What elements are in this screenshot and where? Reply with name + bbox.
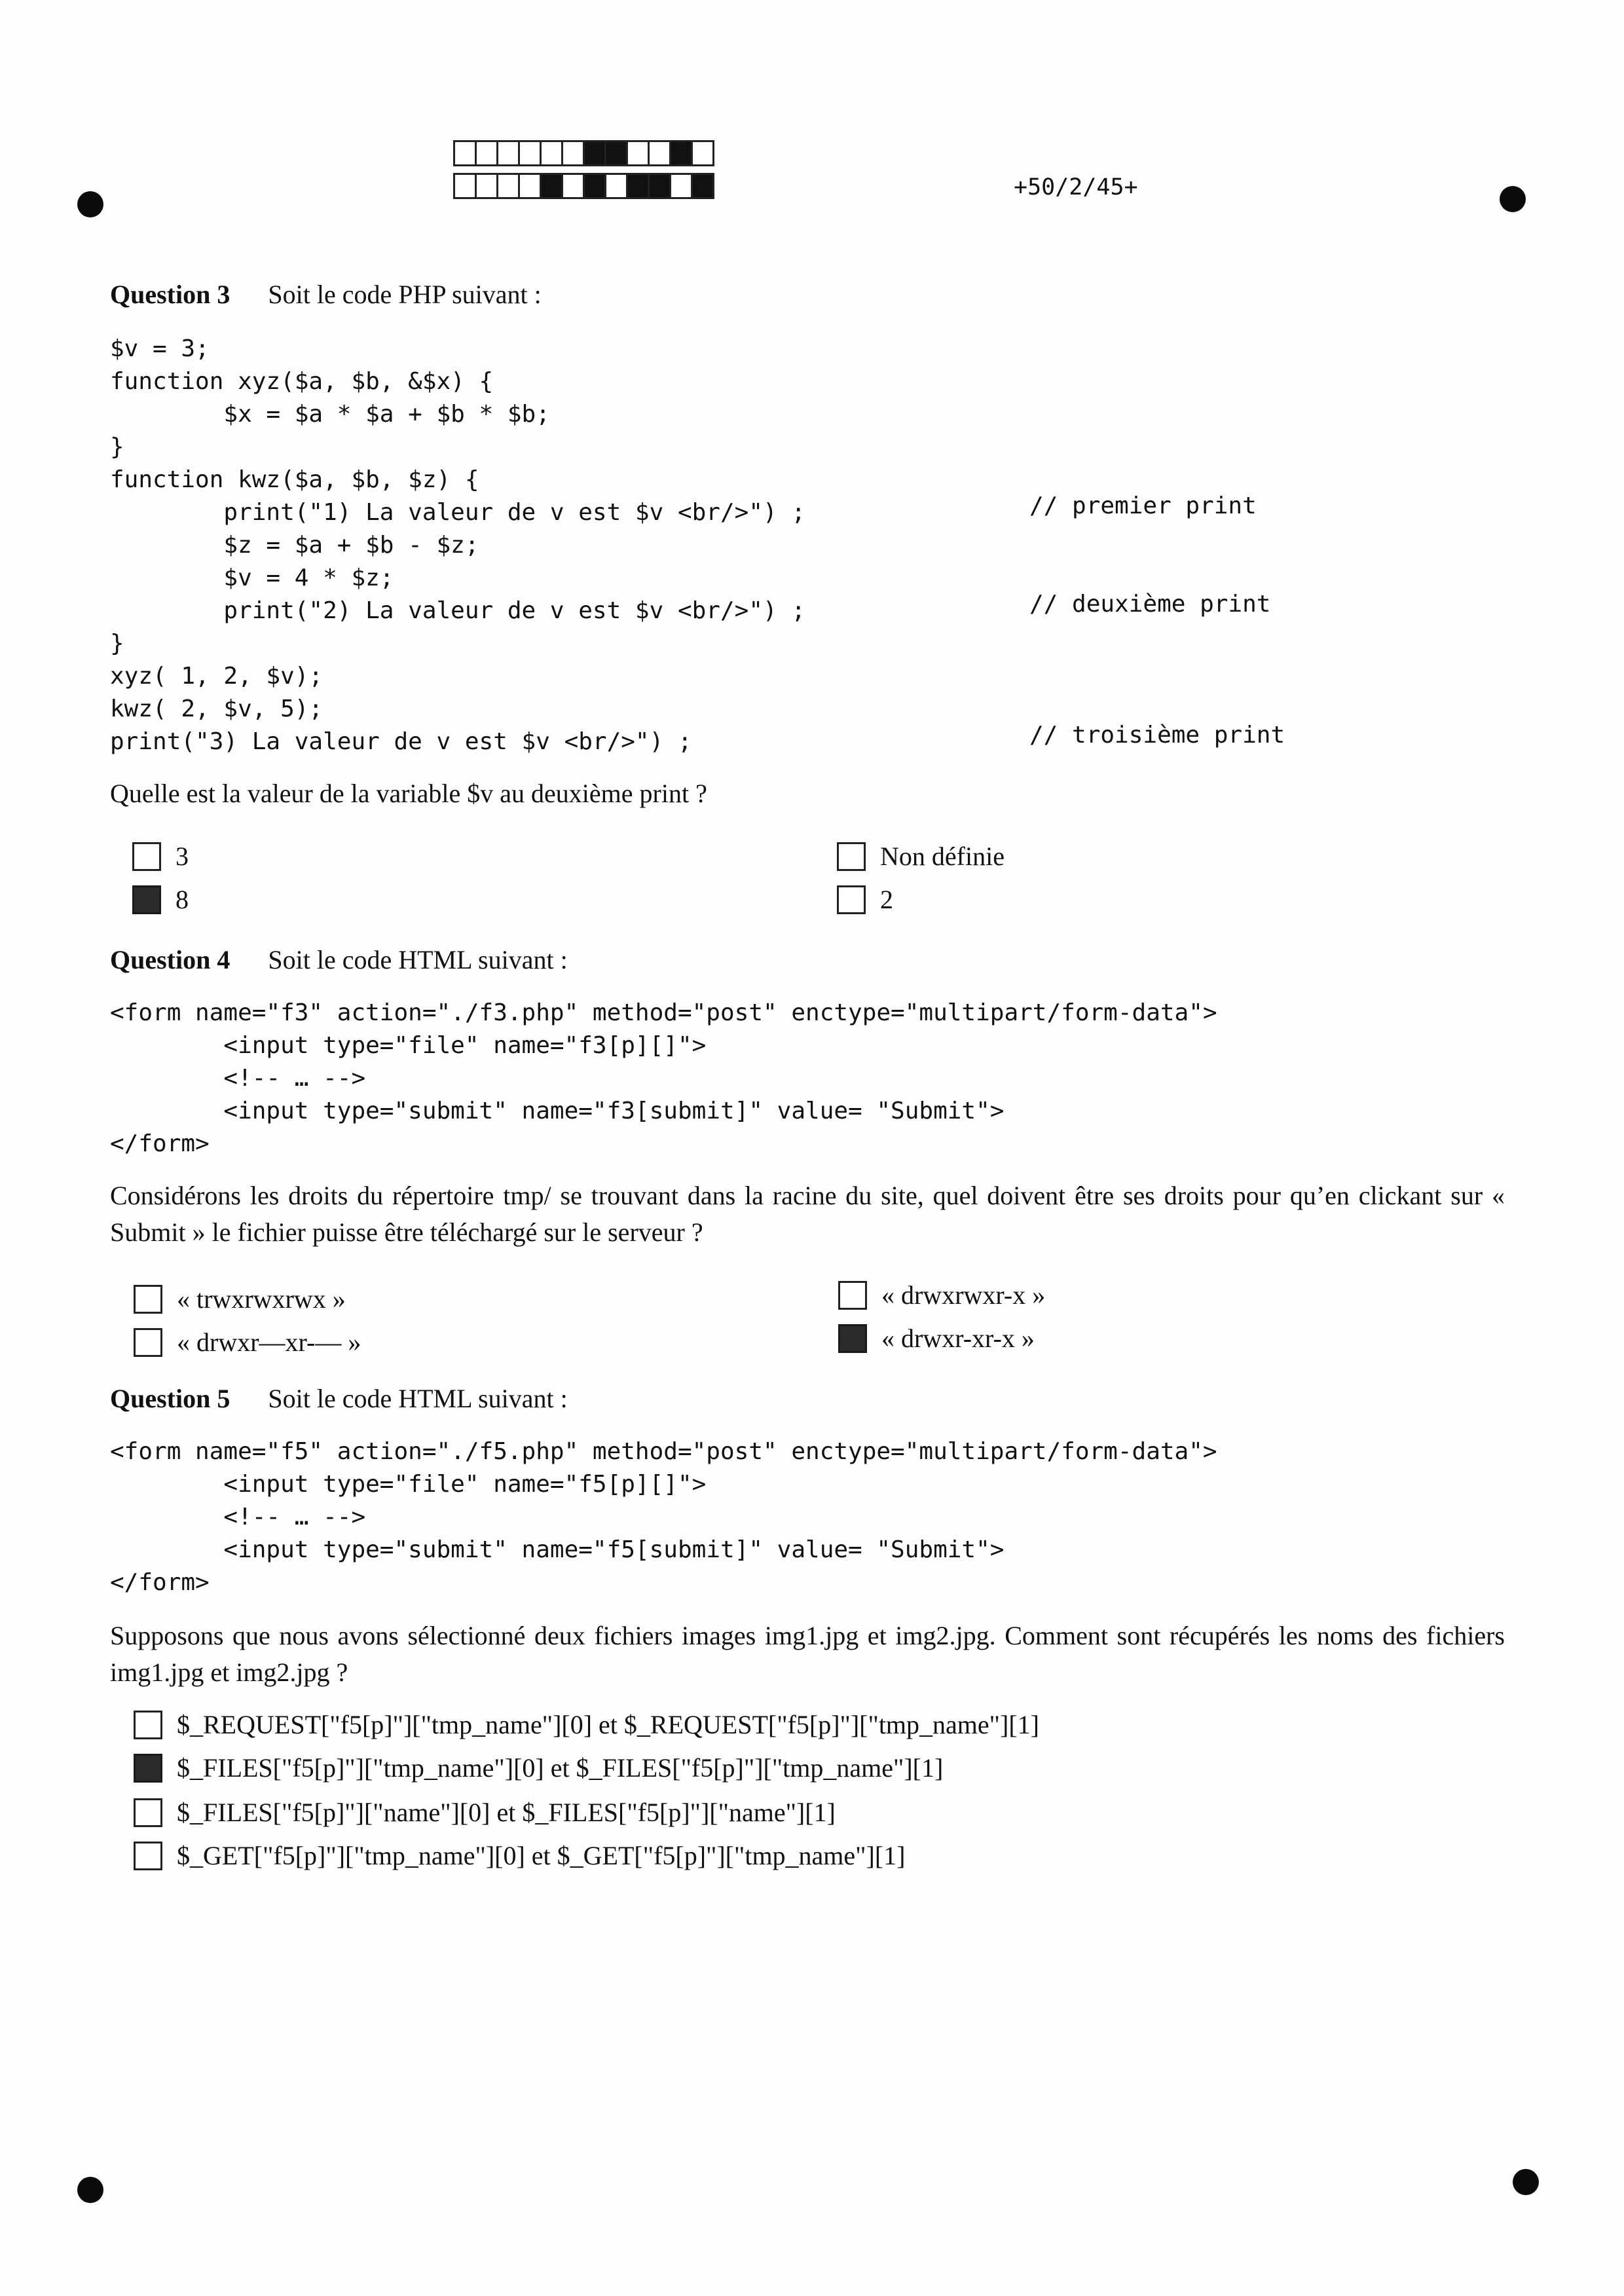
question-5-text: Supposons que nous avons sélectionné deux fichiers images img1.jpg et img2.jpg. Comment sont récupérés les noms des fichiers img1.jpg et img2.jpg ? bbox=[110, 1621, 1505, 1687]
question-5-intro: Soit le code HTML suivant : bbox=[268, 1384, 568, 1413]
barcode-cell bbox=[585, 173, 606, 199]
barcode-cell bbox=[477, 173, 498, 199]
barcode-cell bbox=[650, 173, 671, 199]
checkbox[interactable] bbox=[134, 1285, 162, 1314]
barcode-cell bbox=[542, 140, 563, 166]
q3-option-label: 3 bbox=[175, 842, 189, 871]
q3-option[interactable] bbox=[132, 884, 189, 915]
question-4-intro: Soit le code HTML suivant : bbox=[268, 945, 568, 974]
q5-option-label: $_REQUEST["f5[p]"]["tmp_name"][0] et $_REQUEST["f5[p]"]["tmp_name"][1] bbox=[177, 1710, 1039, 1739]
barcode-cell bbox=[455, 173, 477, 199]
barcode-cell bbox=[563, 173, 585, 199]
question-3-label: Question 3 bbox=[110, 280, 231, 309]
barcode-cell bbox=[498, 173, 520, 199]
q3-option[interactable] bbox=[837, 841, 1005, 872]
checkbox[interactable] bbox=[837, 885, 866, 914]
q4-option[interactable] bbox=[134, 1284, 346, 1314]
barcode-cell bbox=[542, 173, 563, 199]
question-4-html-code: <form name="f3" action="./f3.php" method="post" enctype="multipart/form-data"> <input type="file" name="f3[p][]"> <!-- … --> <input type="submit" name="f3[submit]" value= "Submit"> </form> bbox=[110, 999, 1217, 1157]
barcode-cell bbox=[606, 173, 628, 199]
question-5-heading bbox=[110, 1383, 568, 1414]
barcode-cell bbox=[671, 173, 693, 199]
q4-option[interactable] bbox=[838, 1280, 1045, 1310]
barcode-cell bbox=[563, 140, 585, 166]
barcode-cell bbox=[628, 173, 650, 199]
checkbox[interactable] bbox=[837, 842, 866, 871]
q3-option-label: Non définie bbox=[880, 842, 1005, 871]
q5-option[interactable] bbox=[134, 1797, 836, 1828]
checkbox[interactable] bbox=[838, 1281, 867, 1310]
q4-option-label: « drwxrwxr-x » bbox=[881, 1280, 1046, 1310]
barcode-row-top bbox=[453, 140, 714, 166]
barcode-cell bbox=[628, 140, 650, 166]
checkbox[interactable] bbox=[838, 1324, 867, 1353]
barcode-cell bbox=[455, 140, 477, 166]
question-5-label: Question 5 bbox=[110, 1384, 231, 1413]
barcode-cell bbox=[585, 140, 606, 166]
q4-option-label: « drwxr—xr-— » bbox=[177, 1327, 361, 1357]
barcode-cell bbox=[477, 140, 498, 166]
question-4-label: Question 4 bbox=[110, 945, 231, 974]
barcode-cell bbox=[520, 140, 542, 166]
q4-option-label: « drwxr-xr-x » bbox=[881, 1324, 1035, 1353]
checkbox[interactable] bbox=[132, 842, 161, 871]
q4-option[interactable] bbox=[838, 1323, 1035, 1354]
comment-premier-print: // premier print bbox=[1029, 492, 1257, 519]
registration-mark-top-right bbox=[1500, 186, 1526, 212]
barcode-cell bbox=[671, 140, 693, 166]
barcode-cell bbox=[693, 173, 714, 199]
checkbox[interactable] bbox=[134, 1328, 162, 1357]
registration-mark-bottom-right bbox=[1513, 2169, 1539, 2195]
question-3-text: Quelle est la valeur de la variable $v au deuxième print ? bbox=[110, 779, 707, 808]
q3-option[interactable] bbox=[837, 884, 893, 915]
barcode-cell bbox=[520, 173, 542, 199]
registration-mark-bottom-left bbox=[77, 2177, 103, 2203]
checkbox[interactable] bbox=[134, 1711, 162, 1739]
page-identifier: +50/2/45+ bbox=[1014, 174, 1138, 200]
q3-option-label: 2 bbox=[880, 885, 893, 914]
comment-troisieme-print: // troisième print bbox=[1029, 722, 1285, 749]
checkbox[interactable] bbox=[134, 1842, 162, 1870]
barcode-cell bbox=[650, 140, 671, 166]
q5-option[interactable] bbox=[134, 1840, 905, 1871]
q5-option-label: $_GET["f5[p]"]["tmp_name"][0] et $_GET["f5[p]"]["tmp_name"][1] bbox=[177, 1841, 906, 1870]
comment-deuxieme-print: // deuxième print bbox=[1029, 591, 1271, 618]
question-5-html-code: <form name="f5" action="./f5.php" method="post" enctype="multipart/form-data"> <input type="file" name="f5[p][]"> <!-- … --> <input type="submit" name="f5[submit]" value= "Submit"> </form> bbox=[110, 1438, 1217, 1596]
q5-option[interactable] bbox=[134, 1752, 943, 1783]
barcode-cell bbox=[606, 140, 628, 166]
question-4-text: Considérons les droits du répertoire tmp/ se trouvant dans la racine du site, quel doivent être ses droits pour qu’en clickant sur « Submit » le fichier puisse être téléchargé sur le serveur ? bbox=[110, 1181, 1505, 1247]
q5-option-label: $_FILES["f5[p]"]["tmp_name"][0] et $_FILES["f5[p]"]["tmp_name"][1] bbox=[177, 1753, 944, 1783]
q5-option[interactable] bbox=[134, 1709, 1039, 1740]
registration-mark-top-left bbox=[77, 191, 103, 217]
question-3-php-code: $v = 3; function xyz($a, $b, &$x) { $x = $a * $a + $b * $b; } function kwz($a, $b, $z) { print("1) La valeur de v est $v <br/>") ; $z = $a + $b - $z; $v = 4 * $z; print("2) La valeur de v est $v <br/>") ; } xyz( 1, 2, $v); kwz( 2, $v, 5); print("3) La valeur de v est $v <br/>") ; bbox=[110, 335, 806, 755]
question-4-heading bbox=[110, 944, 568, 975]
checkbox[interactable] bbox=[134, 1754, 162, 1783]
q5-option-label: $_FILES["f5[p]"]["name"][0] et $_FILES["f5[p]"]["name"][1] bbox=[177, 1798, 836, 1827]
checkbox[interactable] bbox=[134, 1798, 162, 1827]
barcode-row-bottom bbox=[453, 173, 714, 199]
checkbox[interactable] bbox=[132, 885, 161, 914]
q4-option-label: « trwxrwxrwx » bbox=[177, 1284, 346, 1314]
question-3-heading bbox=[110, 279, 542, 310]
barcode-cell bbox=[693, 140, 714, 166]
question-3-intro: Soit le code PHP suivant : bbox=[268, 280, 542, 309]
barcode-cell bbox=[498, 140, 520, 166]
q3-option[interactable] bbox=[132, 841, 189, 872]
q3-option-label: 8 bbox=[175, 885, 189, 914]
q4-option[interactable] bbox=[134, 1327, 361, 1358]
